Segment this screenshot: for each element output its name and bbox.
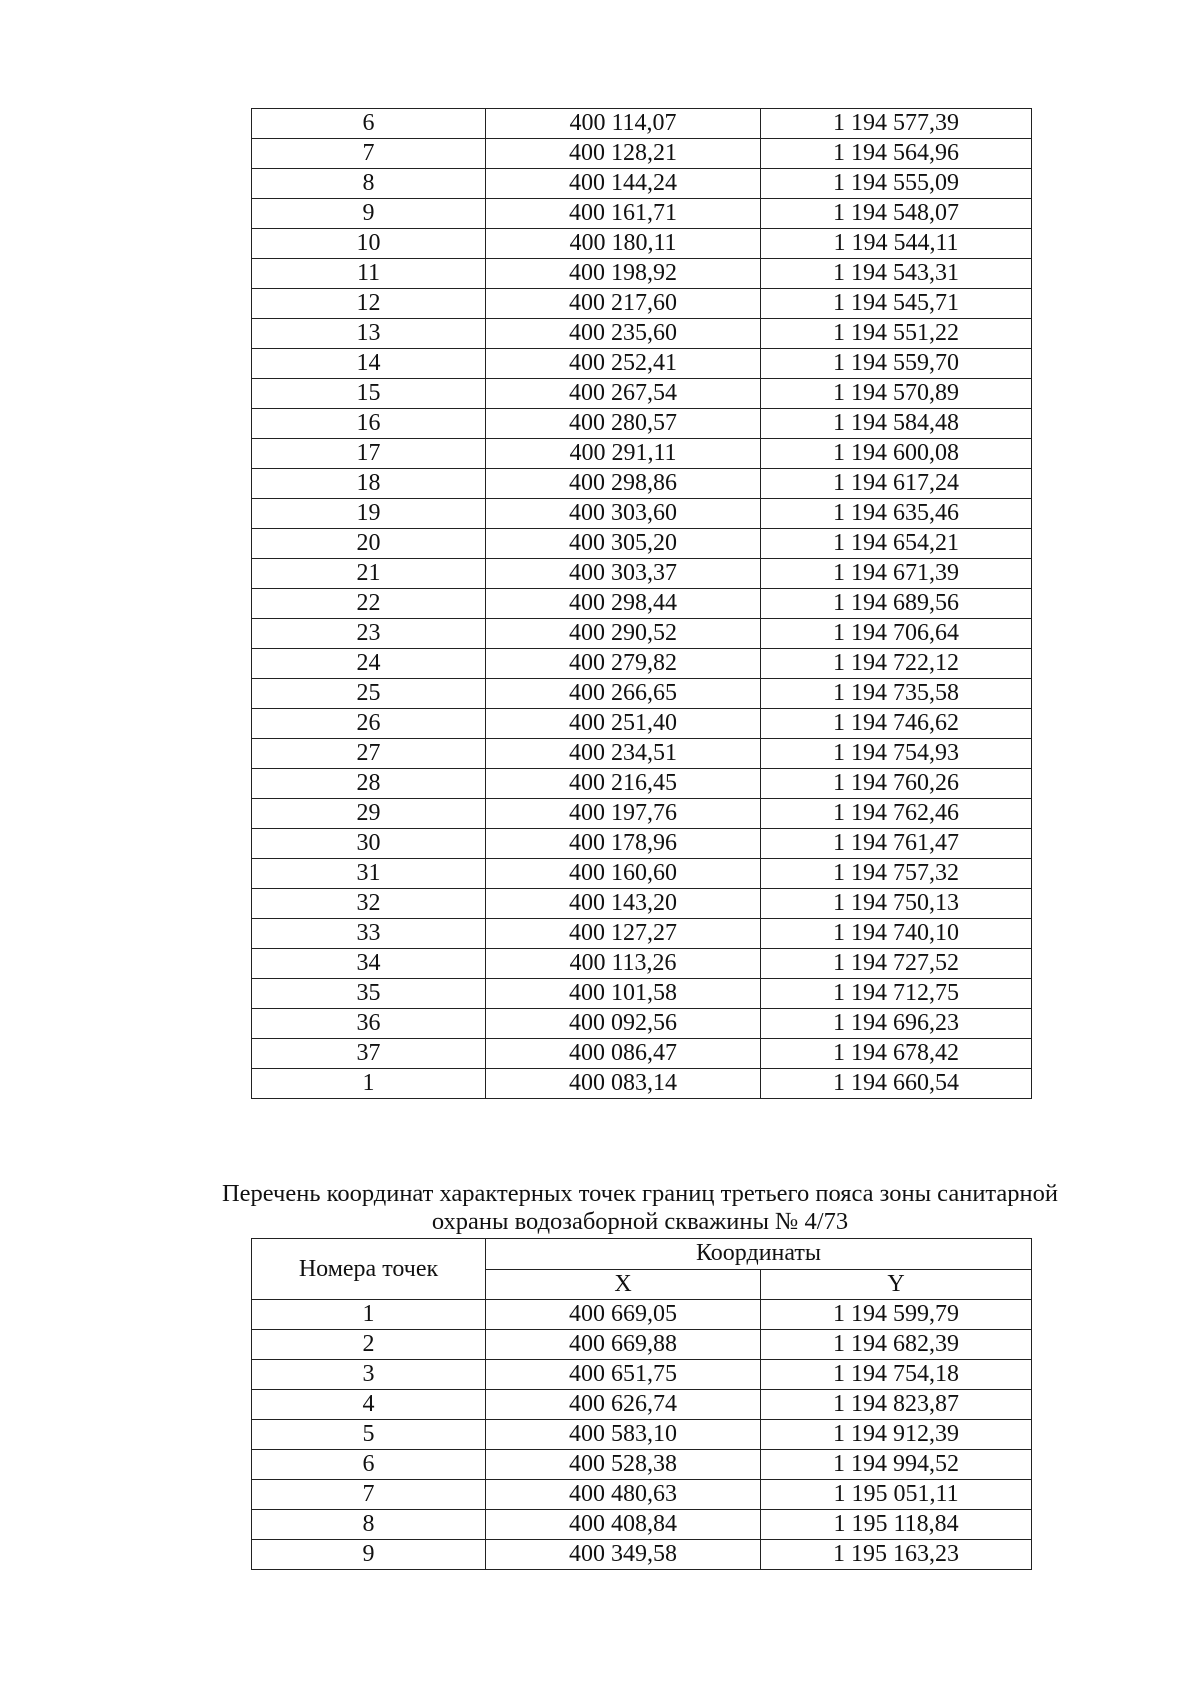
point-number-cell: 18 — [252, 469, 486, 499]
table-row — [252, 319, 1032, 349]
table-row — [252, 349, 1032, 379]
x-coordinate-cell: 400 291,11 — [486, 439, 761, 469]
table-row — [252, 799, 1032, 829]
x-coordinate-cell: 400 290,52 — [486, 619, 761, 649]
point-number-cell: 9 — [252, 1540, 486, 1570]
x-coordinate-cell: 400 217,60 — [486, 289, 761, 319]
x-coordinate-cell: 400 161,71 — [486, 199, 761, 229]
y-coordinate-cell: 1 194 754,93 — [761, 739, 1032, 769]
x-coordinate-cell: 400 305,20 — [486, 529, 761, 559]
x-coordinate-cell: 400 083,14 — [486, 1069, 761, 1099]
x-coordinate-cell: 400 197,76 — [486, 799, 761, 829]
table-row — [252, 769, 1032, 799]
point-number-cell: 14 — [252, 349, 486, 379]
table-row — [252, 379, 1032, 409]
table-row — [252, 1420, 1032, 1450]
y-coordinate-cell: 1 194 617,24 — [761, 469, 1032, 499]
table-row — [252, 889, 1032, 919]
third-zone-table-body — [252, 1300, 1032, 1570]
x-coordinate-cell: 400 178,96 — [486, 829, 761, 859]
table-row — [252, 139, 1032, 169]
y-coordinate-cell: 1 194 689,56 — [761, 589, 1032, 619]
table-row — [252, 289, 1032, 319]
y-coordinate-cell: 1 194 635,46 — [761, 499, 1032, 529]
y-coordinate-cell: 1 194 543,31 — [761, 259, 1032, 289]
x-coordinate-cell: 400 669,88 — [486, 1330, 761, 1360]
y-coordinate-cell: 1 194 599,79 — [761, 1300, 1032, 1330]
x-coordinate-cell: 400 127,27 — [486, 919, 761, 949]
y-coordinate-cell: 1 194 722,12 — [761, 649, 1032, 679]
x-coordinate-cell: 400 408,84 — [486, 1510, 761, 1540]
y-coordinate-cell: 1 194 712,75 — [761, 979, 1032, 1009]
x-coordinate-cell: 400 086,47 — [486, 1039, 761, 1069]
table-row — [252, 439, 1032, 469]
table-row — [252, 1009, 1032, 1039]
point-number-cell: 29 — [252, 799, 486, 829]
table-row — [252, 949, 1032, 979]
point-number-cell: 37 — [252, 1039, 486, 1069]
x-coordinate-cell: 400 180,11 — [486, 229, 761, 259]
y-coordinate-cell: 1 194 570,89 — [761, 379, 1032, 409]
point-number-cell: 5 — [252, 1420, 486, 1450]
point-number-cell: 31 — [252, 859, 486, 889]
x-coordinate-cell: 400 198,92 — [486, 259, 761, 289]
table-row — [252, 499, 1032, 529]
header-x: X — [486, 1269, 761, 1300]
x-coordinate-cell: 400 480,63 — [486, 1480, 761, 1510]
x-coordinate-cell: 400 101,58 — [486, 979, 761, 1009]
point-number-cell: 25 — [252, 679, 486, 709]
point-number-cell: 6 — [252, 1450, 486, 1480]
x-coordinate-cell: 400 303,37 — [486, 559, 761, 589]
point-number-cell: 9 — [252, 199, 486, 229]
point-number-cell: 23 — [252, 619, 486, 649]
x-coordinate-cell: 400 651,75 — [486, 1360, 761, 1390]
coordinates-table-body — [252, 109, 1032, 1099]
table-row — [252, 829, 1032, 859]
x-coordinate-cell: 400 216,45 — [486, 769, 761, 799]
point-number-cell: 20 — [252, 529, 486, 559]
y-coordinate-cell: 1 194 555,09 — [761, 169, 1032, 199]
table-row — [252, 199, 1032, 229]
table-row — [252, 979, 1032, 1009]
table-row — [252, 1390, 1032, 1420]
point-number-cell: 3 — [252, 1360, 486, 1390]
point-number-cell: 22 — [252, 589, 486, 619]
table-row — [252, 649, 1032, 679]
y-coordinate-cell: 1 194 544,11 — [761, 229, 1032, 259]
y-coordinate-cell: 1 194 545,71 — [761, 289, 1032, 319]
x-coordinate-cell: 400 266,65 — [486, 679, 761, 709]
y-coordinate-cell: 1 194 754,18 — [761, 1360, 1032, 1390]
table-row — [252, 1039, 1032, 1069]
y-coordinate-cell: 1 194 600,08 — [761, 439, 1032, 469]
table-row — [252, 259, 1032, 289]
point-number-cell: 35 — [252, 979, 486, 1009]
table-row — [252, 1450, 1032, 1480]
table-row — [252, 739, 1032, 769]
y-coordinate-cell: 1 194 740,10 — [761, 919, 1032, 949]
y-coordinate-cell: 1 194 559,70 — [761, 349, 1032, 379]
x-coordinate-cell: 400 144,24 — [486, 169, 761, 199]
y-coordinate-cell: 1 194 654,21 — [761, 529, 1032, 559]
y-coordinate-cell: 1 194 912,39 — [761, 1420, 1032, 1450]
point-number-cell: 36 — [252, 1009, 486, 1039]
x-coordinate-cell: 400 267,54 — [486, 379, 761, 409]
y-coordinate-cell: 1 195 051,11 — [761, 1480, 1032, 1510]
point-number-cell: 17 — [252, 439, 486, 469]
table-row — [252, 1330, 1032, 1360]
table-row — [252, 529, 1032, 559]
y-coordinate-cell: 1 194 682,39 — [761, 1330, 1032, 1360]
table-row — [252, 1069, 1032, 1099]
table-row — [252, 709, 1032, 739]
point-number-cell: 26 — [252, 709, 486, 739]
point-number-cell: 27 — [252, 739, 486, 769]
table-row — [252, 919, 1032, 949]
y-coordinate-cell: 1 194 696,23 — [761, 1009, 1032, 1039]
table-row — [252, 589, 1032, 619]
point-number-cell: 11 — [252, 259, 486, 289]
point-number-cell: 2 — [252, 1330, 486, 1360]
x-coordinate-cell: 400 113,26 — [486, 949, 761, 979]
x-coordinate-cell: 400 160,60 — [486, 859, 761, 889]
point-number-cell: 7 — [252, 139, 486, 169]
y-coordinate-cell: 1 195 118,84 — [761, 1510, 1032, 1540]
point-number-cell: 33 — [252, 919, 486, 949]
x-coordinate-cell: 400 251,40 — [486, 709, 761, 739]
x-coordinate-cell: 400 303,60 — [486, 499, 761, 529]
y-coordinate-cell: 1 194 564,96 — [761, 139, 1032, 169]
y-coordinate-cell: 1 194 727,52 — [761, 949, 1032, 979]
table-row — [252, 469, 1032, 499]
table-row — [252, 1540, 1032, 1570]
x-coordinate-cell: 400 626,74 — [486, 1390, 761, 1420]
x-coordinate-cell: 400 583,10 — [486, 1420, 761, 1450]
point-number-cell: 30 — [252, 829, 486, 859]
table-row — [252, 169, 1032, 199]
point-number-cell: 10 — [252, 229, 486, 259]
caption-line-2: охраны водозаборной скважины № 4/73 — [431, 1208, 849, 1235]
point-number-cell: 19 — [252, 499, 486, 529]
point-number-cell: 32 — [252, 889, 486, 919]
point-number-cell: 6 — [252, 109, 486, 139]
table-row — [252, 859, 1032, 889]
point-number-cell: 1 — [252, 1300, 486, 1330]
third-zone-coordinates-table — [251, 1238, 1032, 1570]
x-coordinate-cell: 400 528,38 — [486, 1450, 761, 1480]
x-coordinate-cell: 400 114,07 — [486, 109, 761, 139]
coordinates-table-continuation — [251, 108, 1032, 1099]
y-coordinate-cell: 1 194 757,32 — [761, 859, 1032, 889]
point-number-cell: 13 — [252, 319, 486, 349]
point-number-cell: 8 — [252, 169, 486, 199]
header-y: Y — [761, 1269, 1032, 1300]
table-row — [252, 1510, 1032, 1540]
table-row — [252, 1300, 1032, 1330]
caption-line-1: Перечень координат характерных точек границ третьего пояса зоны санитарной — [221, 1180, 1059, 1207]
x-coordinate-cell: 400 143,20 — [486, 889, 761, 919]
point-number-cell: 28 — [252, 769, 486, 799]
y-coordinate-cell: 1 194 551,22 — [761, 319, 1032, 349]
y-coordinate-cell: 1 194 548,07 — [761, 199, 1032, 229]
table-row — [252, 559, 1032, 589]
third-zone-caption — [140, 1180, 1140, 1236]
table-row — [252, 409, 1032, 439]
x-coordinate-cell: 400 234,51 — [486, 739, 761, 769]
table-row — [252, 109, 1032, 139]
table-row — [252, 229, 1032, 259]
table-row — [252, 1480, 1032, 1510]
point-number-cell: 1 — [252, 1069, 486, 1099]
y-coordinate-cell: 1 194 823,87 — [761, 1390, 1032, 1420]
point-number-cell: 12 — [252, 289, 486, 319]
x-coordinate-cell: 400 252,41 — [486, 349, 761, 379]
x-coordinate-cell: 400 092,56 — [486, 1009, 761, 1039]
y-coordinate-cell: 1 194 584,48 — [761, 409, 1032, 439]
x-coordinate-cell: 400 235,60 — [486, 319, 761, 349]
table-row — [252, 679, 1032, 709]
y-coordinate-cell: 1 194 746,62 — [761, 709, 1032, 739]
y-coordinate-cell: 1 194 761,47 — [761, 829, 1032, 859]
y-coordinate-cell: 1 194 750,13 — [761, 889, 1032, 919]
header-coordinates: Координаты — [486, 1239, 1032, 1270]
y-coordinate-cell: 1 194 660,54 — [761, 1069, 1032, 1099]
header-point-numbers: Номера точек — [252, 1239, 486, 1300]
y-coordinate-cell: 1 194 671,39 — [761, 559, 1032, 589]
point-number-cell: 8 — [252, 1510, 486, 1540]
x-coordinate-cell: 400 280,57 — [486, 409, 761, 439]
y-coordinate-cell: 1 194 735,58 — [761, 679, 1032, 709]
x-coordinate-cell: 400 669,05 — [486, 1300, 761, 1330]
y-coordinate-cell: 1 194 994,52 — [761, 1450, 1032, 1480]
x-coordinate-cell: 400 279,82 — [486, 649, 761, 679]
point-number-cell: 15 — [252, 379, 486, 409]
point-number-cell: 21 — [252, 559, 486, 589]
y-coordinate-cell: 1 194 760,26 — [761, 769, 1032, 799]
table-row — [252, 619, 1032, 649]
point-number-cell: 7 — [252, 1480, 486, 1510]
y-coordinate-cell: 1 194 577,39 — [761, 109, 1032, 139]
point-number-cell: 4 — [252, 1390, 486, 1420]
table-row — [252, 1360, 1032, 1390]
y-coordinate-cell: 1 194 706,64 — [761, 619, 1032, 649]
x-coordinate-cell: 400 349,58 — [486, 1540, 761, 1570]
y-coordinate-cell: 1 195 163,23 — [761, 1540, 1032, 1570]
x-coordinate-cell: 400 298,86 — [486, 469, 761, 499]
point-number-cell: 16 — [252, 409, 486, 439]
point-number-cell: 34 — [252, 949, 486, 979]
table-header — [252, 1239, 1032, 1300]
y-coordinate-cell: 1 194 678,42 — [761, 1039, 1032, 1069]
y-coordinate-cell: 1 194 762,46 — [761, 799, 1032, 829]
point-number-cell: 24 — [252, 649, 486, 679]
x-coordinate-cell: 400 128,21 — [486, 139, 761, 169]
x-coordinate-cell: 400 298,44 — [486, 589, 761, 619]
